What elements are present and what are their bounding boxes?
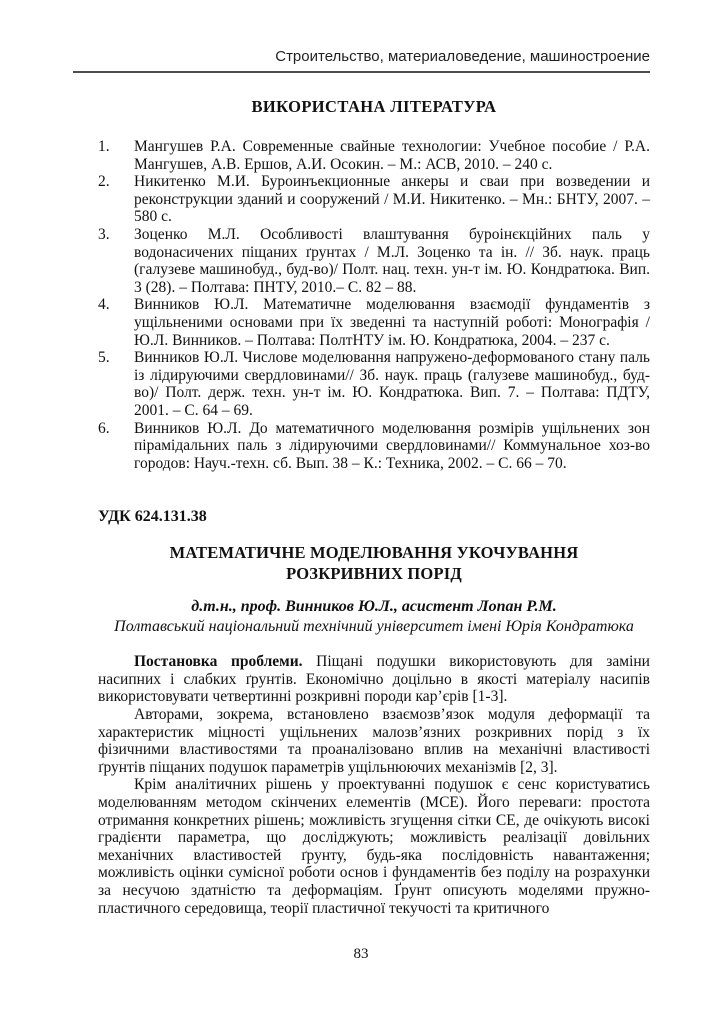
article-title-line: РОЗКРИВНИХ ПОРІД [286, 564, 462, 584]
reference-list [98, 138, 650, 472]
literature-section [98, 97, 650, 472]
reference-text: Винников Ю.Л. Математичне моделювання взаємодії фундаментів з ущільненими основами при їх зведенні та наступній роботі: Монографія / Ю.Л. Винников. – Полтава: ПолтНТУ ім. Ю. Кондратюка, 2004. – 237 с. [134, 296, 650, 349]
reference-item [98, 296, 650, 349]
paragraph-problem-statement [98, 653, 650, 706]
article-body [98, 653, 650, 917]
article-title [98, 542, 650, 584]
article-title-line: МАТЕМАТИЧНЕ МОДЕЛЮВАННЯ УКОЧУВАННЯ [169, 543, 579, 563]
paragraph-lead-bold: Постановка проблеми. [134, 653, 303, 671]
page-header [98, 48, 650, 73]
article-section [98, 508, 650, 917]
literature-title: ВИКОРИСТАНА ЛІТЕРАТУРА [251, 97, 497, 116]
reference-item [98, 138, 650, 173]
reference-text: Никитенко М.И. Буроинъекционные анкеры и сваи при возведении и реконструкции зданий и сооружений / М.И. Никитенко. – Мн.: БНТУ, 2007. – 580 с. [134, 173, 650, 226]
reference-number: 6. [98, 419, 110, 437]
paragraph-text: Піщані подушки використовують для заміни насипних і слабких ґрунтів. Економічно доцільно в якості матеріалу насипів використовувати четвертинні розкривні породи кар’єрів [1-3]. [98, 653, 650, 706]
reference-text: Винников Ю.Л. Числове моделювання напружено-деформованого стану паль із лідируючими свердловинами// Зб. наук. праць (галузеве машинобуд., буд-во)/ Полт. держ. техн. ун-т ім. Ю. Кондратюка. Вип. 7. – Полтава: ПДТУ, 2001. – С. 64 – 69. [134, 349, 650, 419]
reference-number: 5. [98, 349, 110, 367]
paragraph-fem-modeling: Крім аналітичних рішень у проектуванні подушок є сенс користуватись моделюванням методом скінчених елементів (МСЕ). Його переваги: простота отримання конкретних рішень; можливість згущення сітки СЕ, де очікують високі градієнти параметра, що досліджують; можливість реалізації довільних механічних властивостей ґрунту, будь-яка послідовність навантаження; можливість оцінки сумісної роботи основ і фундаментів без поділу на розрахунки за несучою здатністю та деформаціям. Ґрунт описують моделями пружно-пластичного середовища, теорії пластичної текучості та критичного [98, 776, 650, 917]
article-authors: д.т.н., проф. Винников Ю.Л., асистент Лопан Р.М. [191, 598, 557, 616]
reference-item [98, 420, 650, 473]
running-title: Строительство, материаловедение, машиностроение [275, 48, 650, 65]
page-number: 83 [353, 946, 369, 963]
header-rule [73, 71, 650, 73]
reference-item [98, 349, 650, 419]
article-affiliation: Полтавський національний технічний університет імені Юрія Кондратюка [114, 618, 634, 636]
reference-text: Винников Ю.Л. До математичного моделювання розмірів ущільнених зон пірамідальних паль з лідируючими свердловинами// Коммунальное хоз-во городов: Науч.-техн. сб. Вып. 38 – К.: Техника, 2002. – С. 66 – 70. [134, 419, 650, 472]
reference-item [98, 173, 650, 226]
udc-label: УДК 624.131.38 [98, 508, 207, 526]
reference-item [98, 226, 650, 296]
reference-number: 4. [98, 296, 110, 314]
reference-text: Мангушев Р.А. Современные свайные технологии: Учебное пособие / Р.А. Мангушев, А.В. Ершов, А.И. Осокин. – М.: АСВ, 2010. – 240 с. [134, 138, 650, 173]
reference-number: 2. [98, 173, 110, 191]
reference-text: Зоценко М.Л. Особливості влаштування буроінєкційних паль у водонасичених піщаних ґрунтах / М.Л. Зоценко та ін. // Зб. наук. праць (галузеве машинобуд., буд-во)/ Полт. нац. техн. ун-т ім. Ю. Кондратюка. Вип. 3 (28). – Полтава: ПНТУ, 2010.– С. 82 – 88. [134, 225, 650, 296]
reference-number: 1. [98, 138, 110, 155]
paragraph-authors-findings: Авторами, зокрема, встановлено взаємозв’язок модуля деформації та характеристик міцності ущільнених малозв’язних розкривних порід з їх фізичними властивостями та проаналізовано вплив на механічні властивості ґрунтів піщаних подушок параметрів ущільнюючих механізмів [2, 3]. [98, 706, 650, 776]
reference-number: 3. [98, 225, 110, 243]
